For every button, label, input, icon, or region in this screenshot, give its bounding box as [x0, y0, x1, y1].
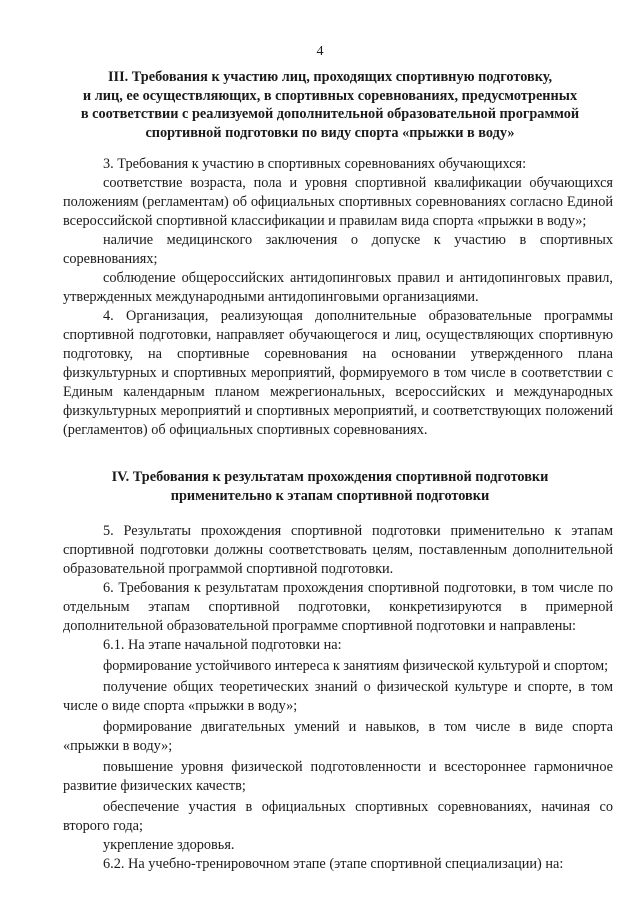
paragraph: соответствие возраста, пола и уровня спортивной квалификации обучающихся положениям (регламентам) об официальных спортивных соревнованиях согласно Единой всероссийской спортивной классификации и правилам вида спорта «прыжки в воду»;	[63, 175, 613, 229]
paragraph: наличие медицинского заключения о допуске к участию в спортивных соревнованиях;	[63, 232, 613, 267]
section-4-heading	[60, 468, 600, 505]
section-3-heading-line: и лиц, ее осуществляющих, в спортивных соревнованиях, предусмотренных	[82, 87, 578, 104]
section-3-heading-line: III. Требования к участию лиц, проходящих спортивную подготовку,	[107, 69, 553, 85]
paragraph: укрепление здоровья.	[103, 837, 235, 853]
paragraph: 6.2. На учебно-тренировочном этапе (этапе спортивной специализации) на:	[103, 856, 564, 872]
paragraph: формирование двигательных умений и навыков, в том числе в виде спорта «прыжки в воду»;	[63, 719, 613, 754]
section-4-heading-line: IV. Требования к результатам прохождения спортивной подготовки	[111, 469, 549, 485]
section-4-heading-line: применительно к этапам спортивной подготовки	[170, 487, 490, 504]
section-3-heading-line: спортивной подготовки по виду спорта «прыжки в воду»	[145, 124, 515, 141]
paragraph: повышение уровня физической подготовленности и всестороннее гармоничное развитие физических качеств;	[63, 759, 613, 794]
section-3-heading-line: в соответствии с реализуемой дополнительной образовательной программой	[80, 106, 580, 122]
paragraph: 5. Результаты прохождения спортивной подготовки применительно к этапам спортивной подготовки должны соответствовать целям, поставленным дополнительной образовательной программой спортивной подготовки.	[63, 523, 613, 577]
section-3-heading	[60, 68, 600, 142]
paragraph: 6. Требования к результатам прохождения спортивной подготовки, в том числе по отдельным этапам спортивной подготовки, конкретизируются в примерной дополнительной образовательной программе спортивной подготовки и направлены:	[63, 580, 613, 634]
paragraph: 4. Организация, реализующая дополнительные образовательные программы спортивной подготовки, направляет обучающегося и лиц, осуществляющих спортивную подготовку, на спортивные соревнования на основании утвержденного плана физкультурных и спортивных мероприятий, формируемого в том числе в соответствии с Единым календарным планом межрегиональных, всероссийских и международных физкультурных мероприятий и спортивных мероприятий, и соответствующих положений (регламентов) об официальных спортивных соревнованиях.	[63, 308, 613, 438]
paragraph: соблюдение общероссийских антидопинговых правил и антидопинговых правил, утвержденных международными антидопинговыми организациями.	[63, 270, 613, 305]
paragraph: получение общих теоретических знаний о физической культуре и спорте, в том числе о виде спорта «прыжки в воду»;	[63, 679, 613, 714]
section-4-body	[63, 522, 613, 874]
paragraph: обеспечение участия в официальных спортивных соревнованиях, начиная со второго года;	[63, 799, 613, 834]
paragraph: формирование устойчивого интереса к занятиям физической культурой и спортом;	[103, 658, 609, 674]
page-number: 4	[316, 44, 324, 59]
section-3-body	[63, 155, 613, 440]
paragraph: 3. Требования к участию в спортивных соревнованиях обучающихся:	[103, 156, 527, 172]
paragraph: 6.1. На этапе начальной подготовки на:	[103, 637, 342, 653]
